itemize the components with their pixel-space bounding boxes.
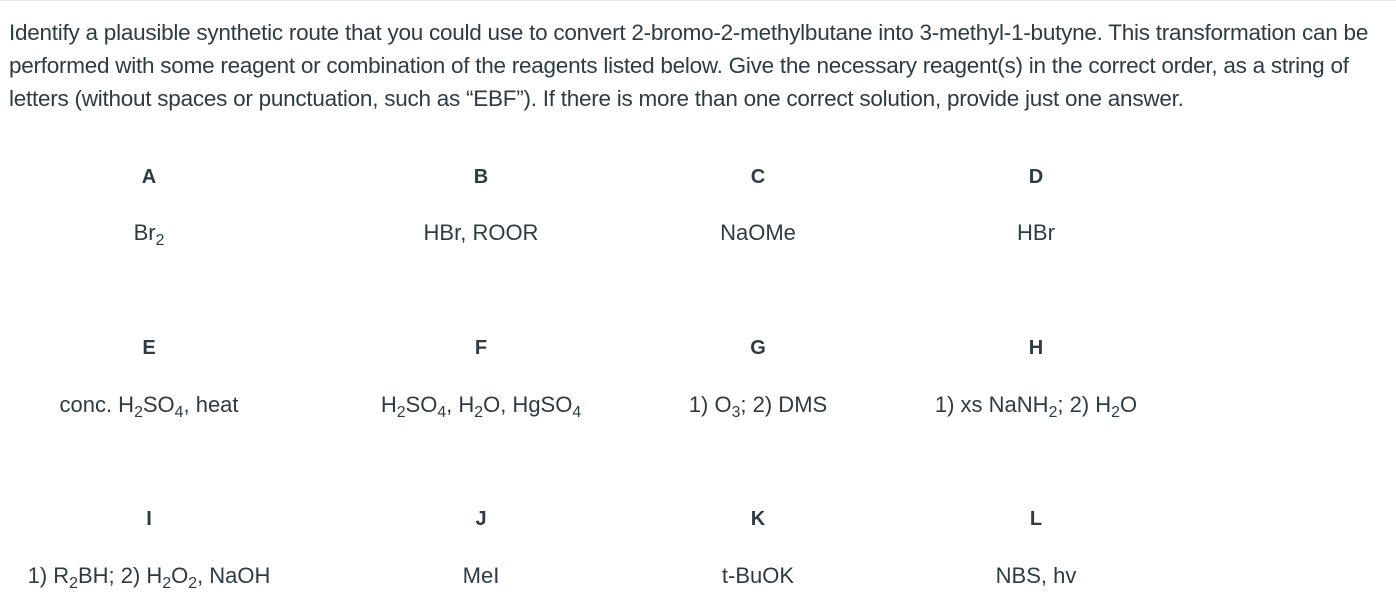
reagent-letter-g: G xyxy=(750,337,766,359)
reagent-k xyxy=(598,562,918,590)
reagent-d xyxy=(876,219,1196,247)
reagent-f-subscript-3: 2 xyxy=(474,403,484,421)
reagent-h-part-1: 1) xs NaNH xyxy=(934,392,1049,417)
reagent-a-subscript-1: 2 xyxy=(155,231,165,249)
reagent-f-part-1: H xyxy=(380,392,397,417)
reagent-h xyxy=(876,391,1196,419)
reagent-i-part-3: O xyxy=(171,563,189,588)
reagent-letter-a: A xyxy=(141,166,157,188)
reagent-i-part-1: 1) R xyxy=(27,563,70,588)
reagent-e-part-3: , heat xyxy=(183,392,239,417)
reagent-letter-i: I xyxy=(146,508,152,530)
reagent-f-part-2: SO xyxy=(405,392,438,417)
reagent-g-part-2: ; 2) DMS xyxy=(740,392,828,417)
reagent-h-part-2: ; 2) H xyxy=(1057,392,1112,417)
reagent-e-part-2: SO xyxy=(142,392,175,417)
reagent-letter-b: B xyxy=(473,166,489,188)
reagent-g-subscript-1: 3 xyxy=(731,403,741,421)
reagent-letter-c: C xyxy=(750,166,766,188)
reagent-i-subscript-3: 2 xyxy=(188,574,198,592)
reagent-g-part-1: 1) O xyxy=(688,392,732,417)
reagent-k-part-1: t-BuOK xyxy=(721,563,795,588)
reagent-i-part-2: BH; 2) H xyxy=(77,563,163,588)
reagent-e xyxy=(0,391,309,419)
reagent-j-part-1: MeI xyxy=(462,563,500,588)
reagent-h-part-3: O xyxy=(1119,392,1138,417)
reagent-c xyxy=(598,219,918,247)
reagent-b-part-1: HBr, ROOR xyxy=(423,220,539,245)
reagent-l xyxy=(876,562,1196,590)
reagent-letter-e: E xyxy=(142,337,156,359)
reagent-letter-j: J xyxy=(475,508,487,530)
reagent-h-subscript-1: 2 xyxy=(1048,403,1058,421)
reagent-h-subscript-2: 2 xyxy=(1111,403,1120,421)
reagent-g xyxy=(598,391,918,419)
reagent-f-subscript-2: 4 xyxy=(437,403,447,421)
reagent-letter-k: K xyxy=(750,508,766,530)
reagent-letter-l: L xyxy=(1029,508,1043,530)
question-text: Identify a plausible synthetic route that you could use to convert 2-bromo-2-methylbutane into 3-methyl-1-butyne. This transformation can be performed with some reagent or combination of the reagents listed below. Give the necessary reagent(s) in the correct order, as a string of letters (without spaces or punctuation, such as “EBF”). If there is more than one correct solution, provide just one answer. xyxy=(9,20,1369,111)
reagent-i-subscript-2: 2 xyxy=(162,574,172,592)
reagent-d-part-1: HBr xyxy=(1017,220,1055,245)
reagent-e-part-1: conc. H xyxy=(59,392,135,417)
reagent-f-part-4: O, HgSO xyxy=(483,392,573,417)
reagent-e-subscript-2: 4 xyxy=(174,403,184,421)
reagent-letter-f: F xyxy=(474,337,488,359)
reagent-e-subscript-1: 2 xyxy=(134,403,143,421)
reagent-i-part-4: , NaOH xyxy=(197,563,271,588)
reagent-i xyxy=(0,562,309,590)
reagent-l-part-1: NBS, hv xyxy=(995,563,1077,588)
reagent-letter-d: D xyxy=(1028,166,1044,188)
reagent-a-part-1: Br xyxy=(133,220,156,245)
reagent-i-subscript-1: 2 xyxy=(69,574,78,592)
reagent-c-part-1: NaOMe xyxy=(720,220,796,245)
reagent-f-part-3: , H xyxy=(446,392,475,417)
reagent-f-subscript-4: 4 xyxy=(572,403,582,421)
reagent-f xyxy=(321,391,641,419)
reagent-b xyxy=(321,219,641,247)
reagent-letter-h: H xyxy=(1028,337,1044,359)
reagent-f-subscript-1: 2 xyxy=(396,403,406,421)
reagent-a xyxy=(0,219,309,247)
reagent-j xyxy=(321,562,641,590)
